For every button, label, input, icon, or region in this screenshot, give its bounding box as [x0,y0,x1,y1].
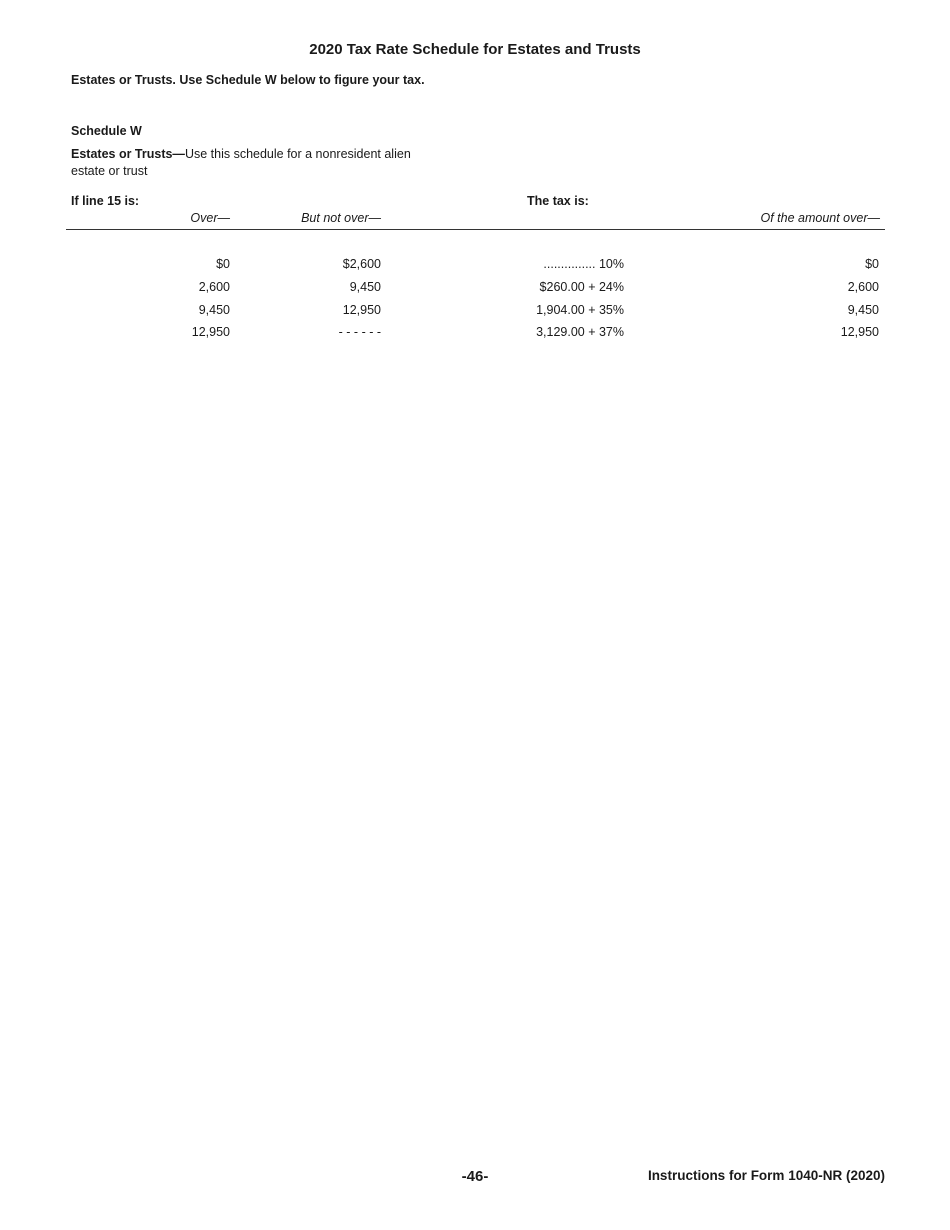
table-cell-amount-over: $0 [865,257,879,271]
table-cell-amount-over: 9,450 [847,303,879,317]
table-cell-tax: 3,129.00 + 37% [536,325,624,339]
table-cell-amount-over: 12,950 [840,325,879,339]
table-cell-tax: $260.00 + 24% [539,280,624,294]
schedule-description-lead: Estates or Trusts— [71,147,185,161]
table-cell-tax: 1,904.00 + 35% [536,303,624,317]
intro-text: Estates or Trusts. Use Schedule W below to figure your tax. [71,73,425,87]
page-number: -46- [461,1168,489,1185]
column-header-amount-over: Of the amount over— [760,211,880,225]
table-cell-amount-over: 2,600 [847,280,879,294]
table-cell-not-over: 9,450 [349,280,381,294]
table-cell-over: $0 [216,257,230,271]
schedule-description [71,146,431,179]
header-divider [66,229,885,230]
table-cell-not-over: 12,950 [342,303,381,317]
schedule-title: Schedule W [71,124,142,138]
table-cell-tax: ............... 10% [543,257,624,271]
footer-form-title: Instructions for Form 1040-NR (2020) [647,1168,885,1183]
page-title: 2020 Tax Rate Schedule for Estates and Trusts [309,41,641,58]
column-header-not-over: But not over— [301,211,381,225]
header-if-line: If line 15 is: [71,194,140,208]
table-cell-not-over: - - - - - - [338,325,381,339]
table-cell-over: 12,950 [191,325,230,339]
column-header-over: Over— [190,211,230,225]
table-cell-over: 9,450 [198,303,230,317]
table-cell-not-over: $2,600 [342,257,381,271]
table-cell-over: 2,600 [198,280,230,294]
header-tax-is: The tax is: [527,194,589,208]
schedule-description-text: Use this schedule for a nonresident alien estate or trust [71,147,411,178]
